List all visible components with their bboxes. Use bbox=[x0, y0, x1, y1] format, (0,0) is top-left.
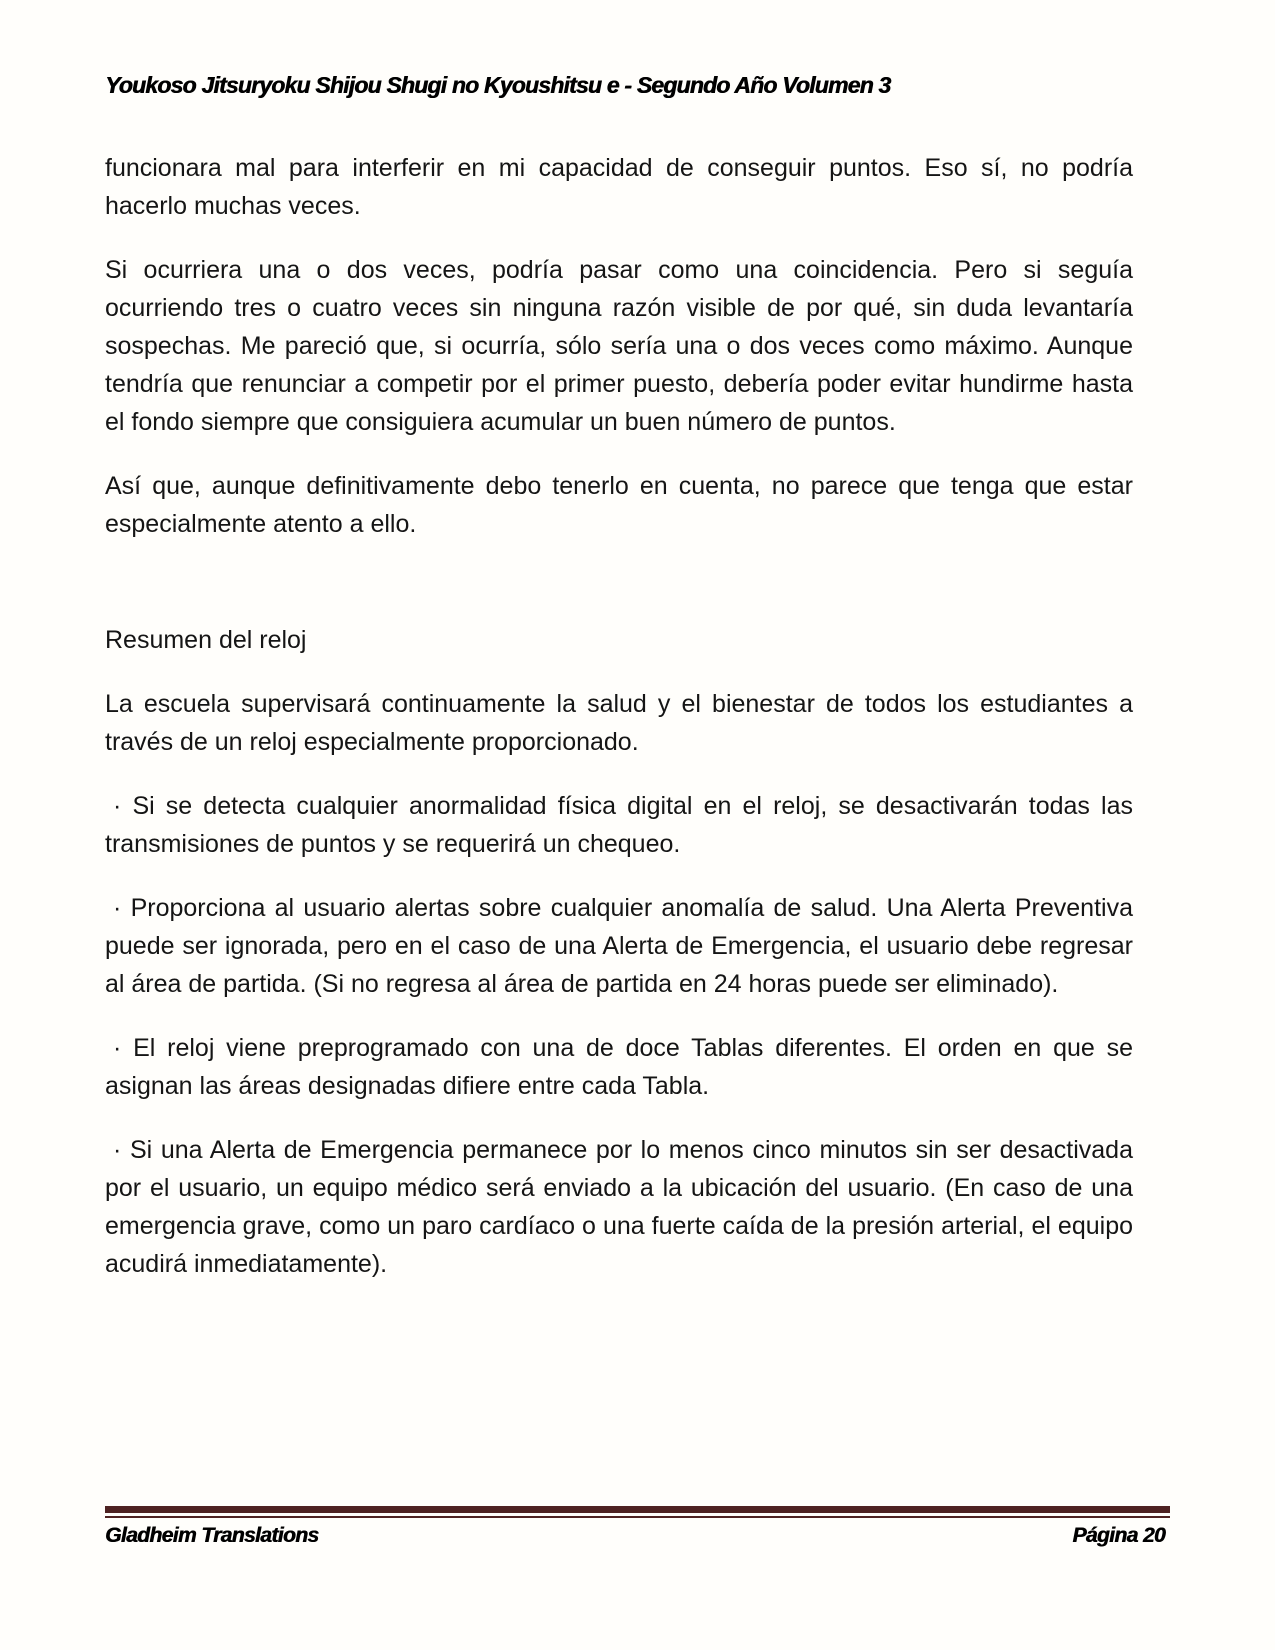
paragraph: Así que, aunque definitivamente debo tenerlo en cuenta, no parece que tenga que estar especialmente atento a ello. bbox=[105, 472, 1133, 538]
bullet-paragraph: · El reloj viene preprogramado con una de doce Tablas diferentes. El orden en que se asignan las áreas designadas difiere entre cada Tabla. bbox=[105, 1034, 1133, 1100]
paragraph: funcionara mal para interferir en mi capacidad de conseguir puntos. Eso sí, no podría hacerlo muchas veces. bbox=[105, 154, 1133, 220]
footer-translator-credit: Gladheim Translations bbox=[105, 1524, 319, 1547]
page-header-title: Youkoso Jitsuryoku Shijou Shugi no Kyoushitsu e - Segundo Año Volumen 3 bbox=[105, 72, 891, 98]
footer-rule-thick bbox=[105, 1506, 1170, 1513]
paragraph: La escuela supervisará continuamente la salud y el bienestar de todos los estudiantes a través de un reloj especialmente proporcionado. bbox=[105, 690, 1133, 756]
section-heading: Resumen del reloj bbox=[105, 626, 307, 654]
document-body bbox=[105, 149, 1133, 1309]
footer-page-number: Página 20 bbox=[1072, 1524, 1165, 1547]
paragraph: Si ocurriera una o dos veces, podría pasar como una coincidencia. Pero si seguía ocurriendo tres o cuatro veces sin ninguna razón visible de por qué, sin duda levantaría sospechas. Me pareció que, si ocurría, sólo sería una o dos veces como máximo. Aunque tendría que renunciar a competir por el primer puesto, debería poder evitar hundirme hasta el fondo siempre que consiguiera acumular un buen número de puntos. bbox=[105, 256, 1133, 436]
bullet-paragraph: · Si una Alerta de Emergencia permanece por lo menos cinco minutos sin ser desactivada por el usuario, un equipo médico será enviado a la ubicación del usuario. (En caso de una emergencia grave, como un paro cardíaco o una fuerte caída de la presión arterial, el equipo acudirá inmediatamente). bbox=[105, 1136, 1133, 1278]
bullet-paragraph: · Proporciona al usuario alertas sobre cualquier anomalía de salud. Una Alerta Preventiva puede ser ignorada, pero en el caso de una Alerta de Emergencia, el usuario debe regresar al área de partida. (Si no regresa al área de partida en 24 horas puede ser eliminado). bbox=[105, 894, 1133, 998]
bullet-paragraph: · Si se detecta cualquier anormalidad física digital en el reloj, se desactivarán todas las transmisiones de puntos y se requerirá un chequeo. bbox=[105, 792, 1133, 858]
footer-rule-thin bbox=[105, 1516, 1170, 1518]
footer-rule bbox=[105, 1506, 1170, 1518]
page-footer bbox=[105, 1524, 1165, 1548]
